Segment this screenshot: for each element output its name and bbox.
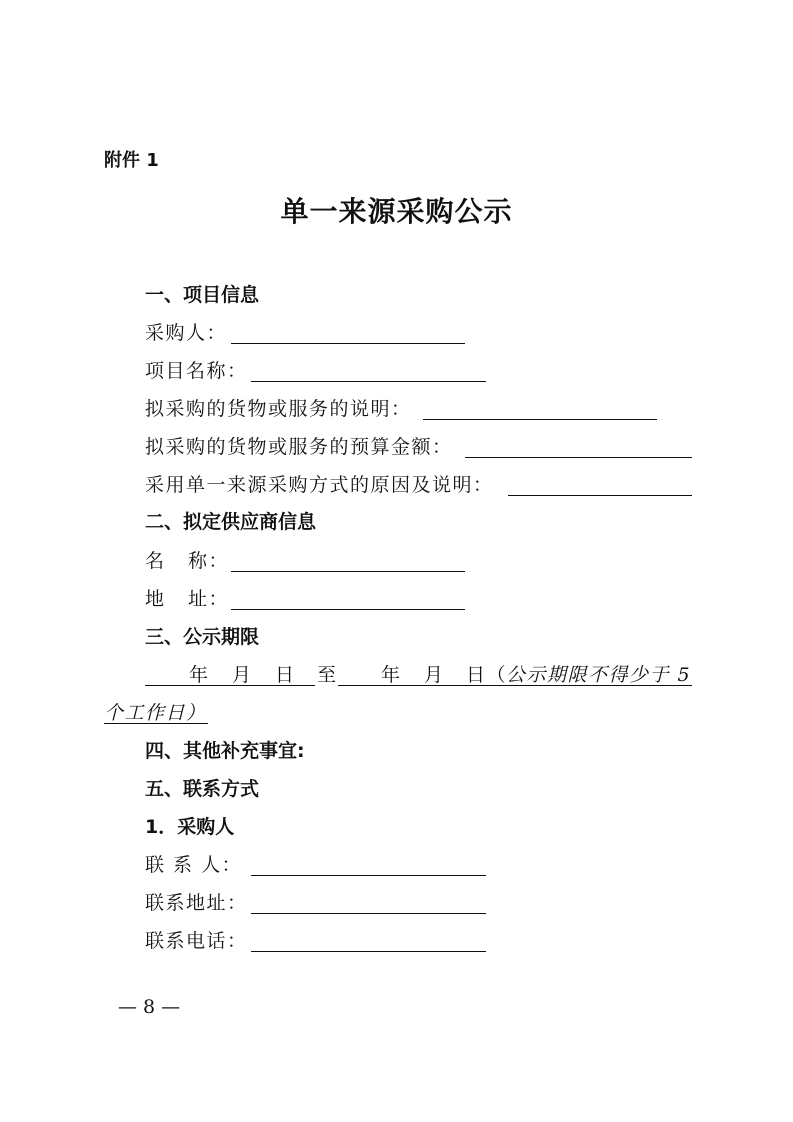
purchaser-label: 采购人： [145, 322, 228, 344]
supplier-address-label-char2: 址： [188, 588, 230, 610]
section-heading-period: 三、公示期限 [145, 626, 260, 648]
period-end-day: 日（ [466, 664, 508, 686]
contact-person-label: 联 系 人： [145, 854, 243, 876]
section-heading-supplier: 二、拟定供应商信息 [145, 511, 317, 533]
project-name-label: 项目名称： [145, 360, 248, 382]
section-heading-contact: 五、联系方式 [145, 778, 260, 800]
period-end-month: 月 [424, 664, 445, 686]
period-start-day: 日 [275, 664, 296, 686]
supplier-address-field[interactable] [231, 609, 465, 610]
contact-person-field[interactable] [251, 875, 486, 876]
period-start-year: 年 [189, 664, 210, 686]
contact-address-label: 联系地址： [145, 892, 248, 914]
reason-label: 采用单一来源采购方式的原因及说明： [145, 474, 494, 496]
supplier-name-label-char2: 称： [188, 550, 230, 572]
purchaser-field[interactable] [231, 343, 465, 344]
contact-phone-field[interactable] [251, 951, 486, 952]
reason-field[interactable] [508, 495, 692, 496]
page-title: 单一来源采购公示 [280, 195, 513, 228]
supplier-name-label-char1: 名 [145, 550, 166, 572]
annex-label: 附件 1 [104, 150, 159, 171]
period-note-underline [104, 723, 208, 724]
period-to: 至 [317, 664, 338, 686]
section-heading-other: 四、其他补充事宜: [145, 740, 305, 762]
period-end-year: 年 [381, 664, 402, 686]
project-name-field[interactable] [251, 381, 486, 382]
supplier-address-label-char1: 地 [145, 588, 166, 610]
period-note-line1: 公示期限不得少于 5 [506, 664, 692, 686]
period-note-line2: 个工作日） [104, 702, 207, 724]
budget-label: 拟采购的货物或服务的预算金额： [145, 436, 453, 458]
budget-field[interactable] [465, 457, 692, 458]
contact-phone-label: 联系电话： [145, 930, 248, 952]
period-start-month: 月 [232, 664, 253, 686]
contact-subheading-purchaser: 1．采购人 [145, 816, 235, 838]
contact-address-field[interactable] [251, 913, 486, 914]
goods-desc-field[interactable] [423, 419, 657, 420]
page-number: — 8 — [118, 996, 181, 1018]
supplier-name-field[interactable] [231, 571, 465, 572]
goods-desc-label: 拟采购的货物或服务的说明： [145, 398, 412, 420]
section-heading-project-info: 一、项目信息 [145, 284, 260, 306]
